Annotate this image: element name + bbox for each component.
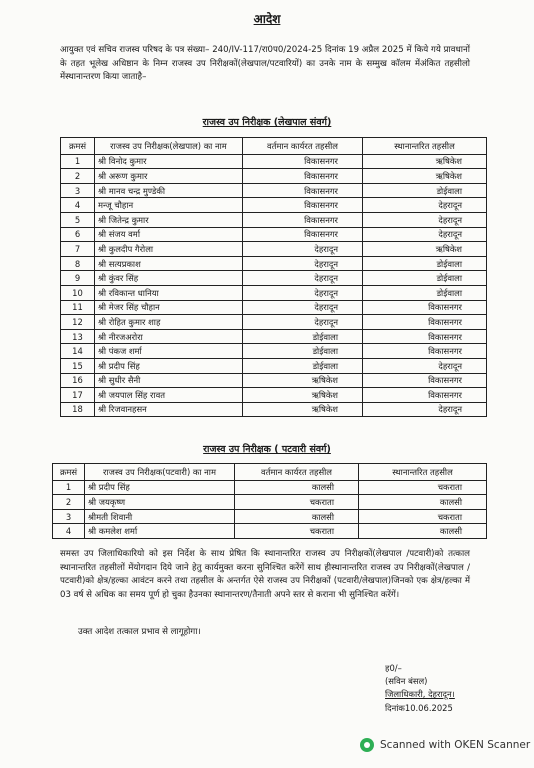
cell-serial: 4 <box>61 198 95 213</box>
cell-name: श्री कुलदीप गैरोला <box>95 242 243 257</box>
signature-block <box>385 662 505 715</box>
table-row <box>61 388 487 403</box>
cell-name: श्री जितेन्द्र कुमार <box>95 212 243 227</box>
cell-transferred-tehsil: डोईवाला <box>363 285 487 300</box>
cell-name: श्री सत्यप्रकाश <box>95 256 243 271</box>
table-row <box>53 495 487 510</box>
column-header-name: राजस्व उप निरीक्षक(लेखपाल) का नाम <box>95 138 243 155</box>
cell-current-tehsil: डोईवाला <box>243 358 363 373</box>
table-row <box>53 480 487 495</box>
cell-current-tehsil: विकासनगर <box>243 198 363 213</box>
table-header-row <box>53 464 487 481</box>
cell-serial: 15 <box>61 358 95 373</box>
cell-transferred-tehsil: डोईवाला <box>363 183 487 198</box>
cell-name: श्री नीरजअरोरा <box>95 329 243 344</box>
cell-serial: 16 <box>61 373 95 388</box>
cell-serial: 9 <box>61 271 95 286</box>
cell-name: श्री कुंवर सिंह <box>95 271 243 286</box>
cell-serial: 4 <box>53 524 85 539</box>
cell-serial: 2 <box>53 495 85 510</box>
table-header-row <box>61 138 487 155</box>
cell-transferred-tehsil: देहरादून <box>363 227 487 242</box>
cell-current-tehsil: विकासनगर <box>243 183 363 198</box>
table-row <box>61 315 487 330</box>
cell-transferred-tehsil: ऋषिकेश <box>363 169 487 184</box>
cell-transferred-tehsil: डोईवाला <box>363 256 487 271</box>
oken-scanner-logo-icon <box>360 738 374 752</box>
cell-serial: 6 <box>61 227 95 242</box>
cell-current-tehsil: विकासनगर <box>243 212 363 227</box>
column-header-current-tehsil: वर्तमान कार्यरत तहसील <box>243 138 363 155</box>
cell-serial: 5 <box>61 212 95 227</box>
cell-current-tehsil: विकासनगर <box>243 169 363 184</box>
cell-current-tehsil: डोईवाला <box>243 329 363 344</box>
cell-transferred-tehsil: विकासनगर <box>363 373 487 388</box>
column-header-transferred-tehsil: स्थानान्तरित तहसील <box>359 464 487 481</box>
column-header-name: राजस्व उप निरीक्षक(पटवारी) का नाम <box>85 464 235 481</box>
cell-serial: 3 <box>61 183 95 198</box>
cell-transferred-tehsil: देहरादून <box>363 358 487 373</box>
cell-serial: 11 <box>61 300 95 315</box>
column-header-serial: क्रमसं <box>61 138 95 155</box>
cell-current-tehsil: देहरादून <box>243 256 363 271</box>
patwari-transfer-table <box>52 463 487 539</box>
cell-name: श्री मानव चन्द्र मुण्डेकी <box>95 183 243 198</box>
cell-serial: 17 <box>61 388 95 403</box>
cell-name: श्री सुधीर सैनी <box>95 373 243 388</box>
cell-name: श्री संजय वर्मा <box>95 227 243 242</box>
cell-current-tehsil: देहरादून <box>243 315 363 330</box>
cell-current-tehsil: विकासनगर <box>243 227 363 242</box>
cell-transferred-tehsil: कालसी <box>359 524 487 539</box>
table-row <box>61 154 487 169</box>
table-row <box>61 169 487 184</box>
cell-transferred-tehsil: चकराता <box>359 480 487 495</box>
cell-current-tehsil: डोईवाला <box>243 344 363 359</box>
cell-serial: 18 <box>61 402 95 417</box>
cell-current-tehsil: चकराता <box>235 495 359 510</box>
cell-serial: 1 <box>61 154 95 169</box>
cell-transferred-tehsil: विकासनगर <box>363 344 487 359</box>
table-row <box>61 285 487 300</box>
table-row <box>61 358 487 373</box>
table-row <box>61 402 487 417</box>
cell-transferred-tehsil: कालसी <box>359 495 487 510</box>
cell-name: श्री जयपाल सिंह रावत <box>95 388 243 403</box>
table-row <box>61 198 487 213</box>
cell-transferred-tehsil: चकराता <box>359 509 487 524</box>
cell-name: श्री मेजर सिंह चौहान <box>95 300 243 315</box>
cell-name: मन्जू चौहान <box>95 198 243 213</box>
cell-name: श्री प्रदीप सिंह <box>85 480 235 495</box>
cell-name: श्री कमलेश शर्मा <box>85 524 235 539</box>
cell-transferred-tehsil: विकासनगर <box>363 388 487 403</box>
cell-current-tehsil: ऋषिकेश <box>243 373 363 388</box>
cell-current-tehsil: ऋषिकेश <box>243 402 363 417</box>
cell-name: श्री पंकज शर्मा <box>95 344 243 359</box>
cell-current-tehsil: कालसी <box>235 480 359 495</box>
cell-current-tehsil: विकासनगर <box>243 154 363 169</box>
cell-transferred-tehsil: देहरादून <box>363 198 487 213</box>
cell-serial: 14 <box>61 344 95 359</box>
table-row <box>53 509 487 524</box>
order-date: दिनांक10.06.2025 <box>385 702 453 713</box>
table-row <box>61 300 487 315</box>
cell-transferred-tehsil: ऋषिकेश <box>363 154 487 169</box>
cell-current-tehsil: देहरादून <box>243 285 363 300</box>
scanner-watermark <box>360 738 530 752</box>
cell-current-tehsil: ऋषिकेश <box>243 388 363 403</box>
table-row <box>61 373 487 388</box>
cell-current-tehsil: देहरादून <box>243 271 363 286</box>
scanner-watermark-text: Scanned with OKEN Scanner <box>380 739 531 751</box>
cell-name: श्री अरूण कुमार <box>95 169 243 184</box>
cell-serial: 1 <box>53 480 85 495</box>
cell-serial: 3 <box>53 509 85 524</box>
cell-name: श्रीमती शिवानी <box>85 509 235 524</box>
column-header-current-tehsil: वर्तमान कार्यरत तहसील <box>235 464 359 481</box>
column-header-transferred-tehsil: स्थानान्तरित तहसील <box>363 138 487 155</box>
signatory-name: (सविन बंसल) <box>385 676 428 687</box>
table-row <box>61 212 487 227</box>
signatory-designation: जिलाधिकारी, देहरादून। <box>385 689 455 700</box>
cell-transferred-tehsil: देहरादून <box>363 212 487 227</box>
cell-serial: 13 <box>61 329 95 344</box>
cell-serial: 7 <box>61 242 95 257</box>
cell-transferred-tehsil: विकासनगर <box>363 329 487 344</box>
table-row <box>61 256 487 271</box>
cell-serial: 10 <box>61 285 95 300</box>
table-row <box>53 524 487 539</box>
lekhpal-transfer-table <box>60 137 487 417</box>
cell-transferred-tehsil: डोईवाला <box>363 271 487 286</box>
table-row <box>61 329 487 344</box>
cell-name: श्री जयकृष्ण <box>85 495 235 510</box>
cell-serial: 8 <box>61 256 95 271</box>
cell-name: श्री रिजवानहसन <box>95 402 243 417</box>
document-title: आदेश <box>253 12 281 26</box>
signature-mark: ह0/– <box>385 663 402 673</box>
table-row <box>61 183 487 198</box>
table-row <box>61 242 487 257</box>
cell-current-tehsil: देहरादून <box>243 300 363 315</box>
cell-current-tehsil: चकराता <box>235 524 359 539</box>
instruction-paragraph: समस्त उप जिलाधिकारियो को इस निर्देश के साथ प्रेषित कि स्थानान्तरित राजस्व उप निरीक्षकों(लेखपाल /पटवारी)को तत्काल स्थानान्तरित तहसीलों मेंयोगदान दिये जाने हेतु कार्यमुक्त करना सुनिश्चित करेंगें साथ हीस्थानान्तरित राजस्व उप निरीक्षकों(लेखपाल /पटवारी)को क्षेत्र/हल्का आवंटन करने तथा तहसील के अन्तर्गत ऐसे राजस्व उप निरीक्षकों (पटवारी/लेखपाल)जिनको एक क्षेत्र/हल्का में 03 वर्ष से अधिक का समय पूर्ण हो चुका हैउनका स्थानान्तरण/तैनाती अपने स्तर से कराना भी सुनिश्चित करेंगें। <box>60 549 470 600</box>
cell-transferred-tehsil: ऋषिकेश <box>363 242 487 257</box>
table-row <box>61 344 487 359</box>
cell-current-tehsil: देहरादून <box>243 242 363 257</box>
effect-paragraph: उक्त आदेश तत्काल प्रभाव से लागूहोगा। <box>78 627 201 637</box>
cell-name: श्री रोहित कुमार शाह <box>95 315 243 330</box>
cell-name: श्री रविकान्त धानिया <box>95 285 243 300</box>
cell-current-tehsil: कालसी <box>235 509 359 524</box>
table-row <box>61 227 487 242</box>
cell-transferred-tehsil: देहरादून <box>363 402 487 417</box>
cell-name: श्री विनोद कुमार <box>95 154 243 169</box>
intro-paragraph: आयुक्त एवं सचिव राजस्व परिषद के पत्र संख्या– 240/IV-117/रा0प0/2024-25 दिनांक 19 अप्रैल 2025 में किये गये प्रावधानों के तहत भूलेख अधिष्ठान के निम्न राजस्व उप निरीक्षकों(लेखपाल/पटवारियों) का उनके नाम के सम्मुख कॉलम मेंअंकित तहसीलो मेंस्थानान्तरण किया जाताहै– <box>60 45 470 82</box>
table-row <box>61 271 487 286</box>
cell-serial: 12 <box>61 315 95 330</box>
cell-name: श्री प्रदीप सिंह <box>95 358 243 373</box>
cell-transferred-tehsil: विकासनगर <box>363 315 487 330</box>
cell-serial: 2 <box>61 169 95 184</box>
cell-transferred-tehsil: विकासनगर <box>363 300 487 315</box>
table1-heading: राजस्व उप निरीक्षक (लेखपाल संवर्ग) <box>202 117 332 128</box>
table2-heading: राजस्व उप निरीक्षक ( पटवारी संवर्ग) <box>203 444 331 455</box>
column-header-serial: क्रमसं <box>53 464 85 481</box>
